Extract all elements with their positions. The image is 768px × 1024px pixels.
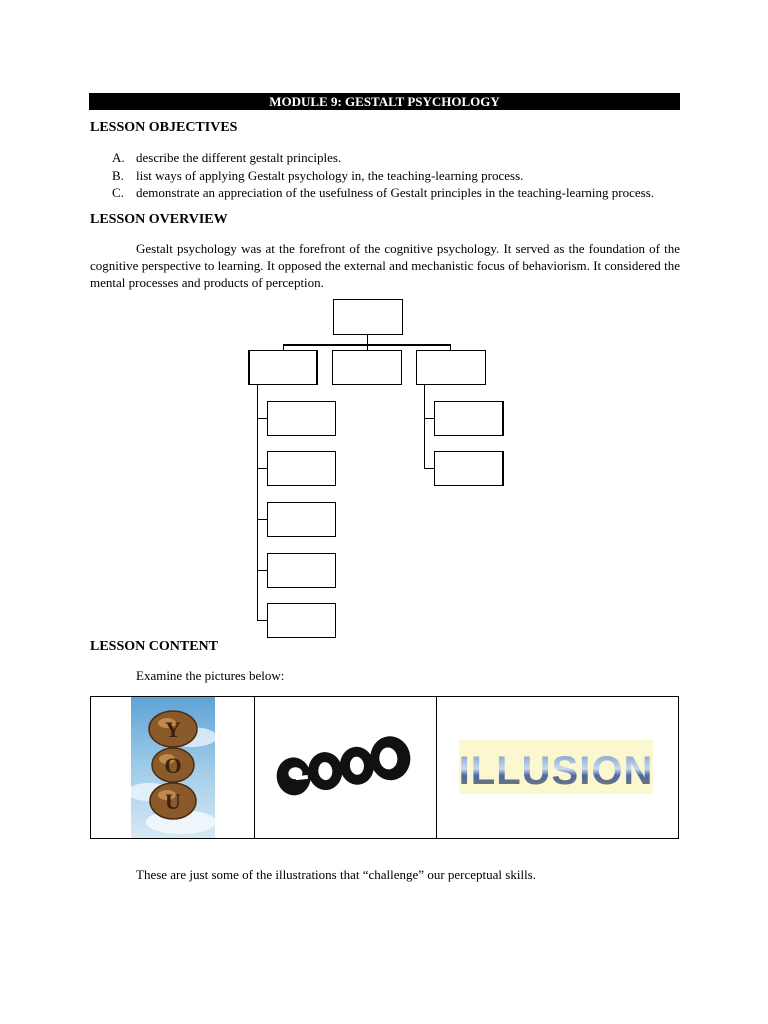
you-letter: Y (165, 717, 181, 742)
connector (424, 385, 425, 469)
objective-text: describe the different gestalt principles. (136, 150, 342, 165)
organizer-leaf-box (267, 553, 336, 588)
objective-item (112, 185, 654, 201)
content-heading: LESSON CONTENT (90, 639, 218, 654)
objective-item (112, 168, 523, 184)
you-letter: U (165, 789, 181, 814)
connector (257, 418, 267, 419)
objectives-heading: LESSON OBJECTIVES (90, 120, 238, 135)
objective-letter: A. (112, 150, 125, 165)
table-divider (436, 697, 437, 838)
organizer-branch-box (248, 350, 318, 385)
objective-letter: C. (112, 185, 124, 200)
illusion-word-image (459, 740, 653, 794)
connector (257, 519, 267, 520)
connector (424, 468, 434, 469)
connector (257, 385, 258, 621)
you-illusion-image (131, 697, 215, 838)
connector (257, 570, 267, 571)
organizer-leaf-box (434, 401, 504, 436)
table-divider (254, 697, 255, 838)
you-letter: O (164, 753, 182, 778)
organizer-root-box (333, 299, 403, 335)
illusion-text: ILLUSION (459, 749, 653, 793)
objective-text: list ways of applying Gestalt psychology in, the teaching-learning process. (136, 168, 524, 183)
organizer-branch-box (332, 350, 402, 385)
organizer-leaf-box (434, 451, 504, 486)
pictures-table (90, 696, 679, 839)
overview-paragraph (90, 240, 680, 291)
objective-letter: B. (112, 168, 124, 183)
module-title: MODULE 9: GESTALT PSYCHOLOGY (89, 93, 680, 110)
good-illusion-image (273, 735, 418, 799)
overview-text: Gestalt psychology was at the forefront of the cognitive psychology. It served as the foundation of the cognitive perspective to learning. It opposed the external and mechanistic focus of behaviorism. It considered the mental processes and products of perception. (90, 241, 680, 290)
organizer-leaf-box (267, 603, 336, 638)
overview-heading: LESSON OVERVIEW (90, 212, 228, 227)
connector (257, 468, 267, 469)
organizer-leaf-box (267, 401, 336, 436)
content-instruction: Examine the pictures below: (136, 668, 285, 683)
connector (257, 620, 267, 621)
organizer-branch-box (416, 350, 486, 385)
organizer-leaf-box (267, 502, 336, 537)
connector (424, 418, 434, 419)
objective-item (112, 150, 341, 166)
organizer-leaf-box (267, 451, 336, 486)
objective-text: demonstrate an appreciation of the usefulness of Gestalt principles in the teaching-learning process. (136, 185, 655, 200)
closing-text: These are just some of the illustrations that “challenge” our perceptual skills. (136, 867, 536, 882)
